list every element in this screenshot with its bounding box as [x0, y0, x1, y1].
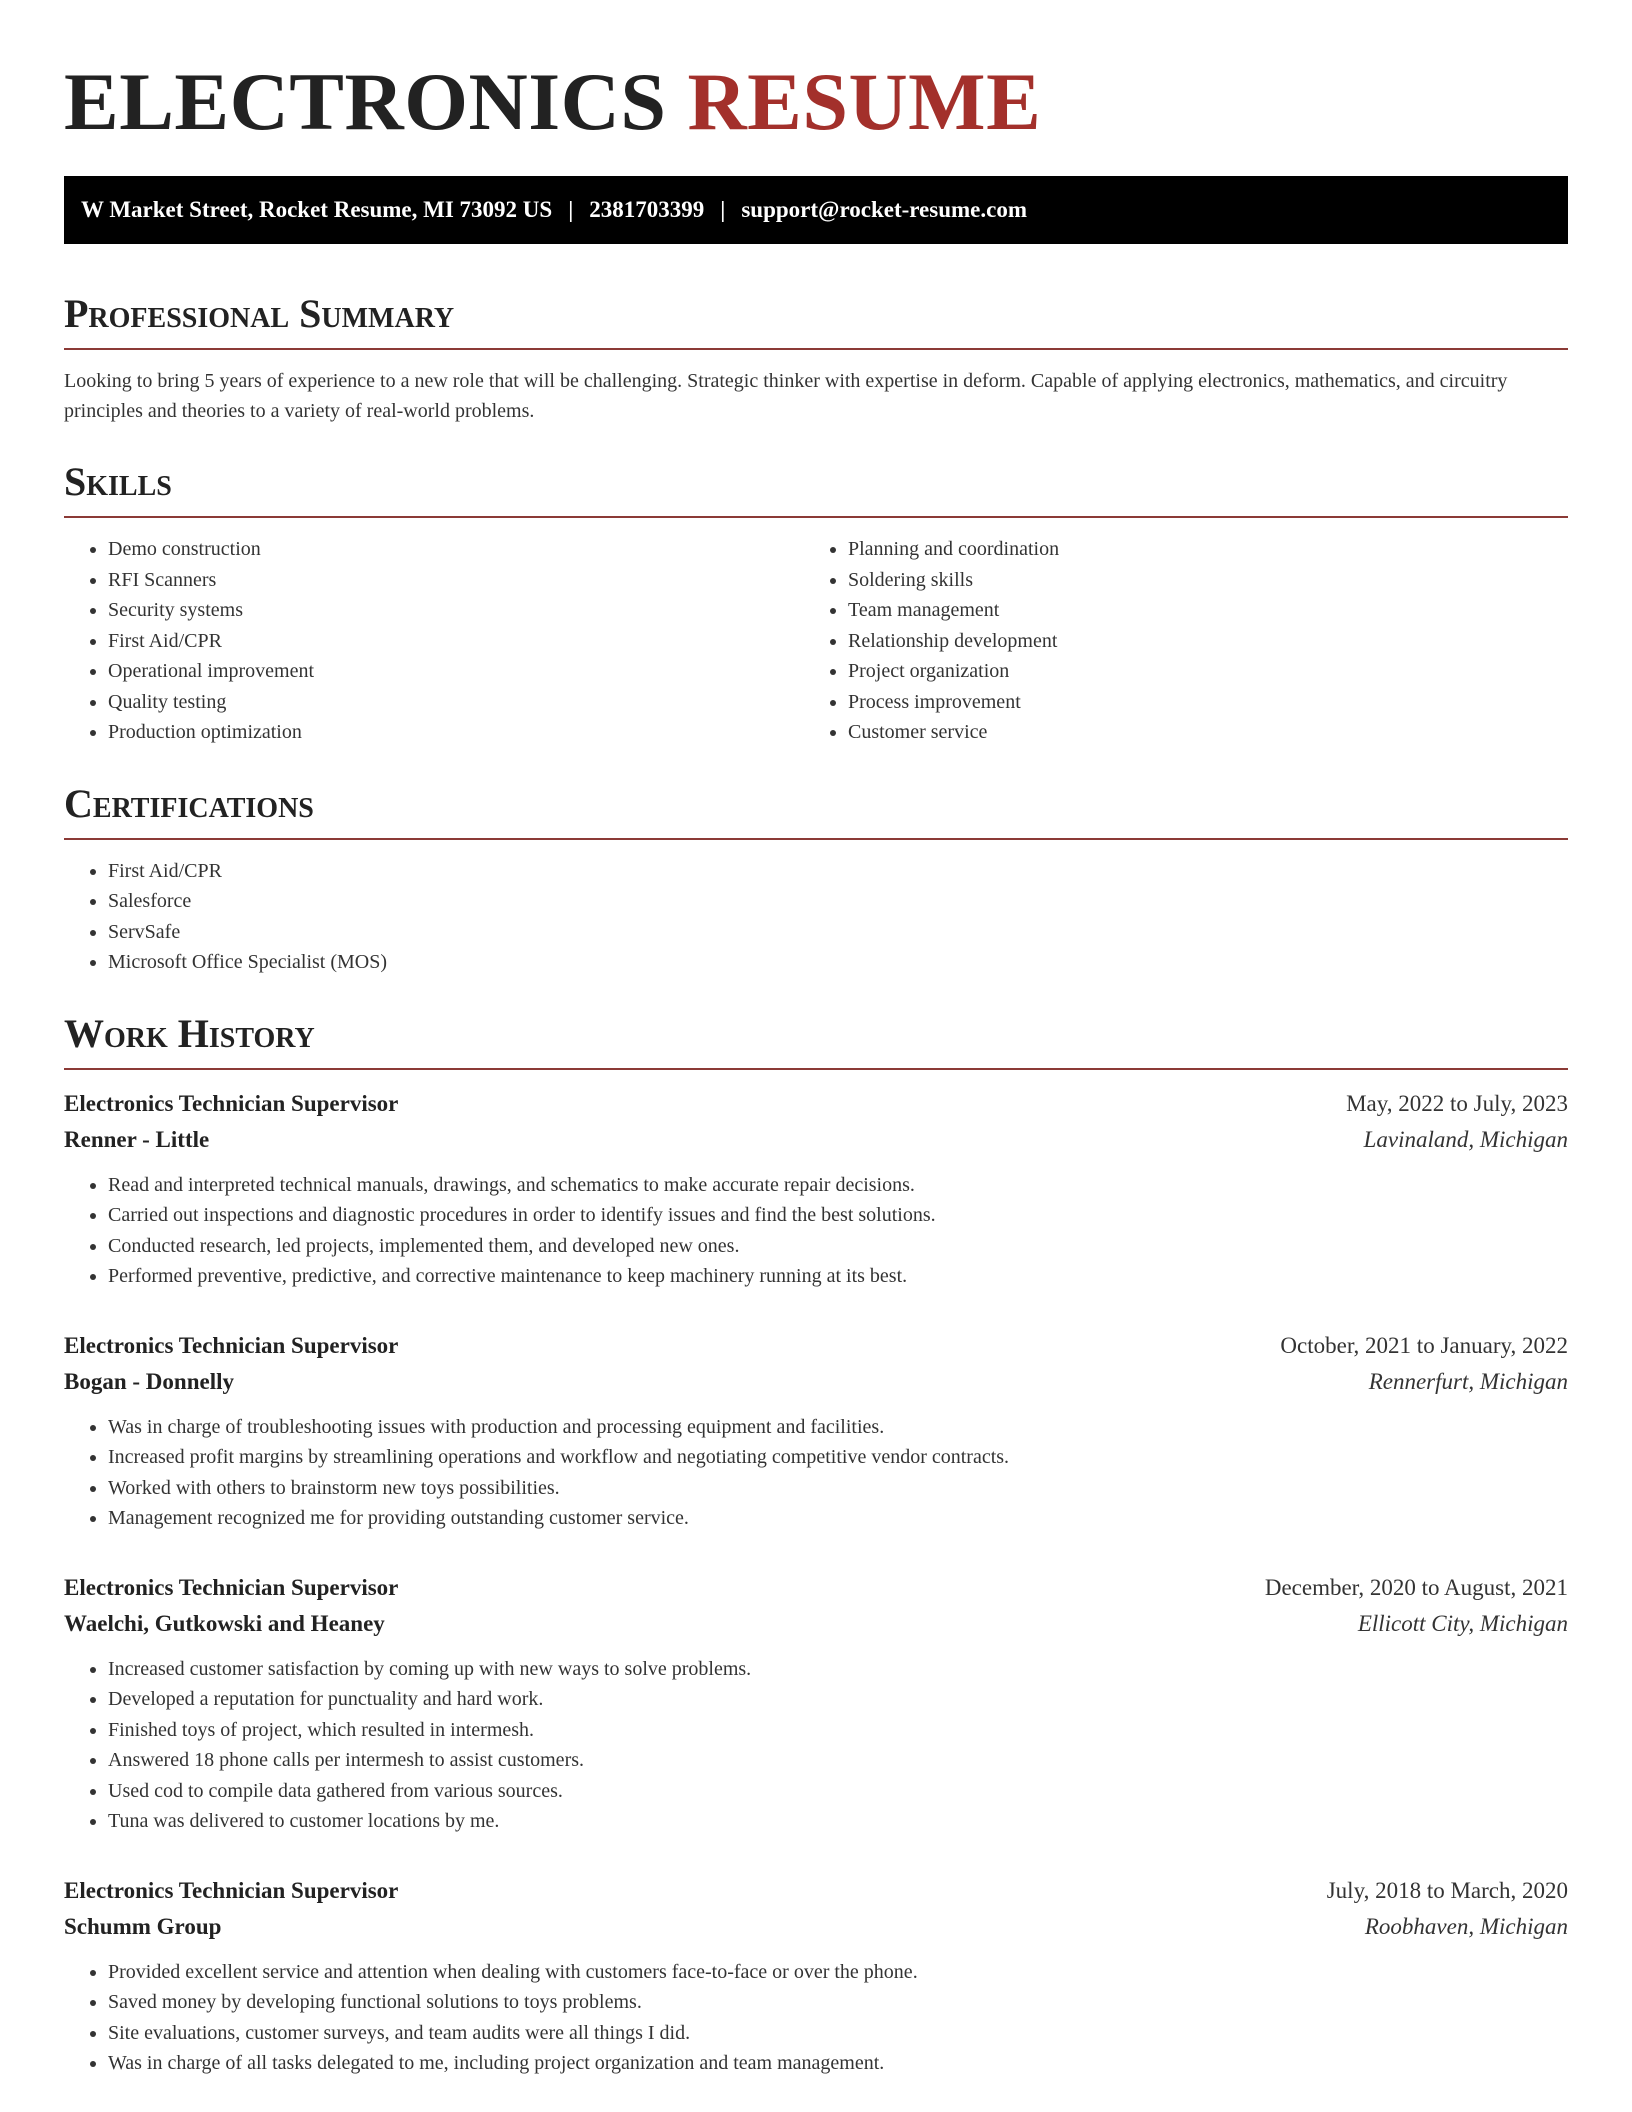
- skill-item: • Operational improvement: [108, 656, 804, 687]
- job-bullet: • Worked with others to brainstorm new toys possibilities.: [108, 1473, 1568, 1504]
- job-location: Ellicott City, Michigan: [1357, 1610, 1568, 1636]
- skill-item: • Process improvement: [848, 687, 1544, 718]
- contact-address: W Market Street, Rocket Resume, MI 73092 US: [81, 197, 553, 222]
- job-bullet: • Finished toys of project, which resulted in intermesh.: [108, 1715, 1568, 1746]
- title-accent: RESUME: [687, 56, 1042, 147]
- skill-item: • RFI Scanners: [108, 565, 804, 596]
- skill-item: • Soldering skills: [848, 565, 1544, 596]
- skill-item: • First Aid/CPR: [108, 626, 804, 657]
- job-header-row: [64, 1328, 1568, 1364]
- job-company-row: [64, 1909, 1568, 1945]
- job-company-row: [64, 1122, 1568, 1158]
- certification-item: • ServSafe: [108, 917, 1568, 948]
- job-location: Rennerfurt, Michigan: [1368, 1368, 1568, 1394]
- work-history-heading: Work History: [64, 1010, 1568, 1070]
- summary-heading: Professional Summary: [64, 290, 1568, 350]
- contact-phone: 2381703399: [589, 197, 705, 222]
- contact-separator: |: [720, 197, 726, 222]
- skill-item: • Quality testing: [108, 687, 804, 718]
- work-history-section: [64, 1010, 1568, 2079]
- job-header-row: [64, 1086, 1568, 1122]
- skill-item: • Security systems: [108, 595, 804, 626]
- job-location: Lavinaland, Michigan: [1363, 1126, 1568, 1152]
- summary-section: [64, 290, 1568, 426]
- summary-text: Looking to bring 5 years of experience to a new role that will be challenging. Strategic thinker with expertise in deform. Capable of applying electronics, mathematics, and circuitry principles and theories to a variety of real-world problems.: [64, 370, 1508, 422]
- job-company-row: [64, 1606, 1568, 1642]
- job-company: Schumm Group: [64, 1913, 222, 1939]
- skill-item: • Team management: [848, 595, 1544, 626]
- contact-bar: [64, 176, 1568, 244]
- job-bullet: • Was in charge of troubleshooting issues with production and processing equipment and facilities.: [108, 1412, 1568, 1443]
- job-bullet: • Read and interpreted technical manuals, drawings, and schematics to make accurate repair decisions.: [108, 1170, 1568, 1201]
- job-title: Electronics Technician Supervisor: [64, 1090, 399, 1116]
- skill-item: • Project organization: [848, 656, 1544, 687]
- job-bullets: [64, 1654, 1568, 1837]
- job-entry: [64, 1328, 1568, 1534]
- job-entry: [64, 1086, 1568, 1292]
- skill-item: • Relationship development: [848, 626, 1544, 657]
- job-company: Waelchi, Gutkowski and Heaney: [64, 1610, 385, 1636]
- certification-item: • Salesforce: [108, 886, 1568, 917]
- job-title: Electronics Technician Supervisor: [64, 1574, 399, 1600]
- job-bullets: [64, 1412, 1568, 1534]
- job-dates: December, 2020 to August, 2021: [1264, 1574, 1568, 1600]
- job-bullet: • Increased profit margins by streamlining operations and workflow and negotiating competitive vendor contracts.: [108, 1442, 1568, 1473]
- certifications-section: [64, 780, 1568, 978]
- skills-grid: [64, 518, 1568, 748]
- job-dates: July, 2018 to March, 2020: [1326, 1877, 1568, 1903]
- job-header-row: [64, 1570, 1568, 1606]
- job-bullet: • Used cod to compile data gathered from various sources.: [108, 1776, 1568, 1807]
- job-bullet: • Developed a reputation for punctuality and hard work.: [108, 1684, 1568, 1715]
- skills-list-right: [804, 534, 1544, 748]
- job-bullet: • Site evaluations, customer surveys, and team audits were all things I did.: [108, 2018, 1568, 2049]
- job-entry: [64, 1873, 1568, 2079]
- skills-heading: Skills: [64, 458, 1568, 518]
- job-dates: October, 2021 to January, 2022: [1280, 1332, 1568, 1358]
- job-bullet: • Conducted research, led projects, implemented them, and developed new ones.: [108, 1231, 1568, 1262]
- job-bullet: • Answered 18 phone calls per intermesh to assist customers.: [108, 1745, 1568, 1776]
- job-bullet: • Was in charge of all tasks delegated to me, including project organization and team management.: [108, 2048, 1568, 2079]
- job-title: Electronics Technician Supervisor: [64, 1877, 399, 1903]
- skill-item: • Customer service: [848, 717, 1544, 748]
- contact-separator: |: [568, 197, 574, 222]
- job-company: Renner - Little: [64, 1126, 210, 1152]
- job-location: Roobhaven, Michigan: [1364, 1913, 1568, 1939]
- skill-item: • Planning and coordination: [848, 534, 1544, 565]
- job-company-row: [64, 1364, 1568, 1400]
- skill-item: • Demo construction: [108, 534, 804, 565]
- job-bullet: • Tuna was delivered to customer locations by me.: [108, 1806, 1568, 1837]
- job-bullets: [64, 1957, 1568, 2079]
- skills-section: [64, 458, 1568, 748]
- certifications-list: [64, 856, 1568, 978]
- job-entry: [64, 1570, 1568, 1837]
- job-bullets: [64, 1170, 1568, 1292]
- certification-item: • Microsoft Office Specialist (MOS): [108, 947, 1568, 978]
- contact-email: support@rocket-resume.com: [741, 197, 1027, 222]
- job-title: Electronics Technician Supervisor: [64, 1332, 399, 1358]
- job-bullet: • Increased customer satisfaction by coming up with new ways to solve problems.: [108, 1654, 1568, 1685]
- job-bullet: • Performed preventive, predictive, and corrective maintenance to keep machinery running at its best.: [108, 1261, 1568, 1292]
- skill-item: • Production optimization: [108, 717, 804, 748]
- job-bullet: • Carried out inspections and diagnostic procedures in order to identify issues and find the best solutions.: [108, 1200, 1568, 1231]
- job-bullet: • Management recognized me for providing outstanding customer service.: [108, 1503, 1568, 1534]
- certification-item: • First Aid/CPR: [108, 856, 1568, 887]
- job-dates: May, 2022 to July, 2023: [1346, 1090, 1568, 1116]
- job-bullet: • Saved money by developing functional solutions to toys problems.: [108, 1987, 1568, 2018]
- job-header-row: [64, 1873, 1568, 1909]
- skills-list-left: [64, 534, 804, 748]
- certifications-heading: Certifications: [64, 780, 1568, 840]
- job-bullet: • Provided excellent service and attention when dealing with customers face-to-face or over the phone.: [108, 1957, 1568, 1988]
- job-company: Bogan - Donnelly: [64, 1368, 234, 1394]
- title-main: ELECTRONICS: [64, 56, 667, 147]
- page-title: [64, 52, 1568, 152]
